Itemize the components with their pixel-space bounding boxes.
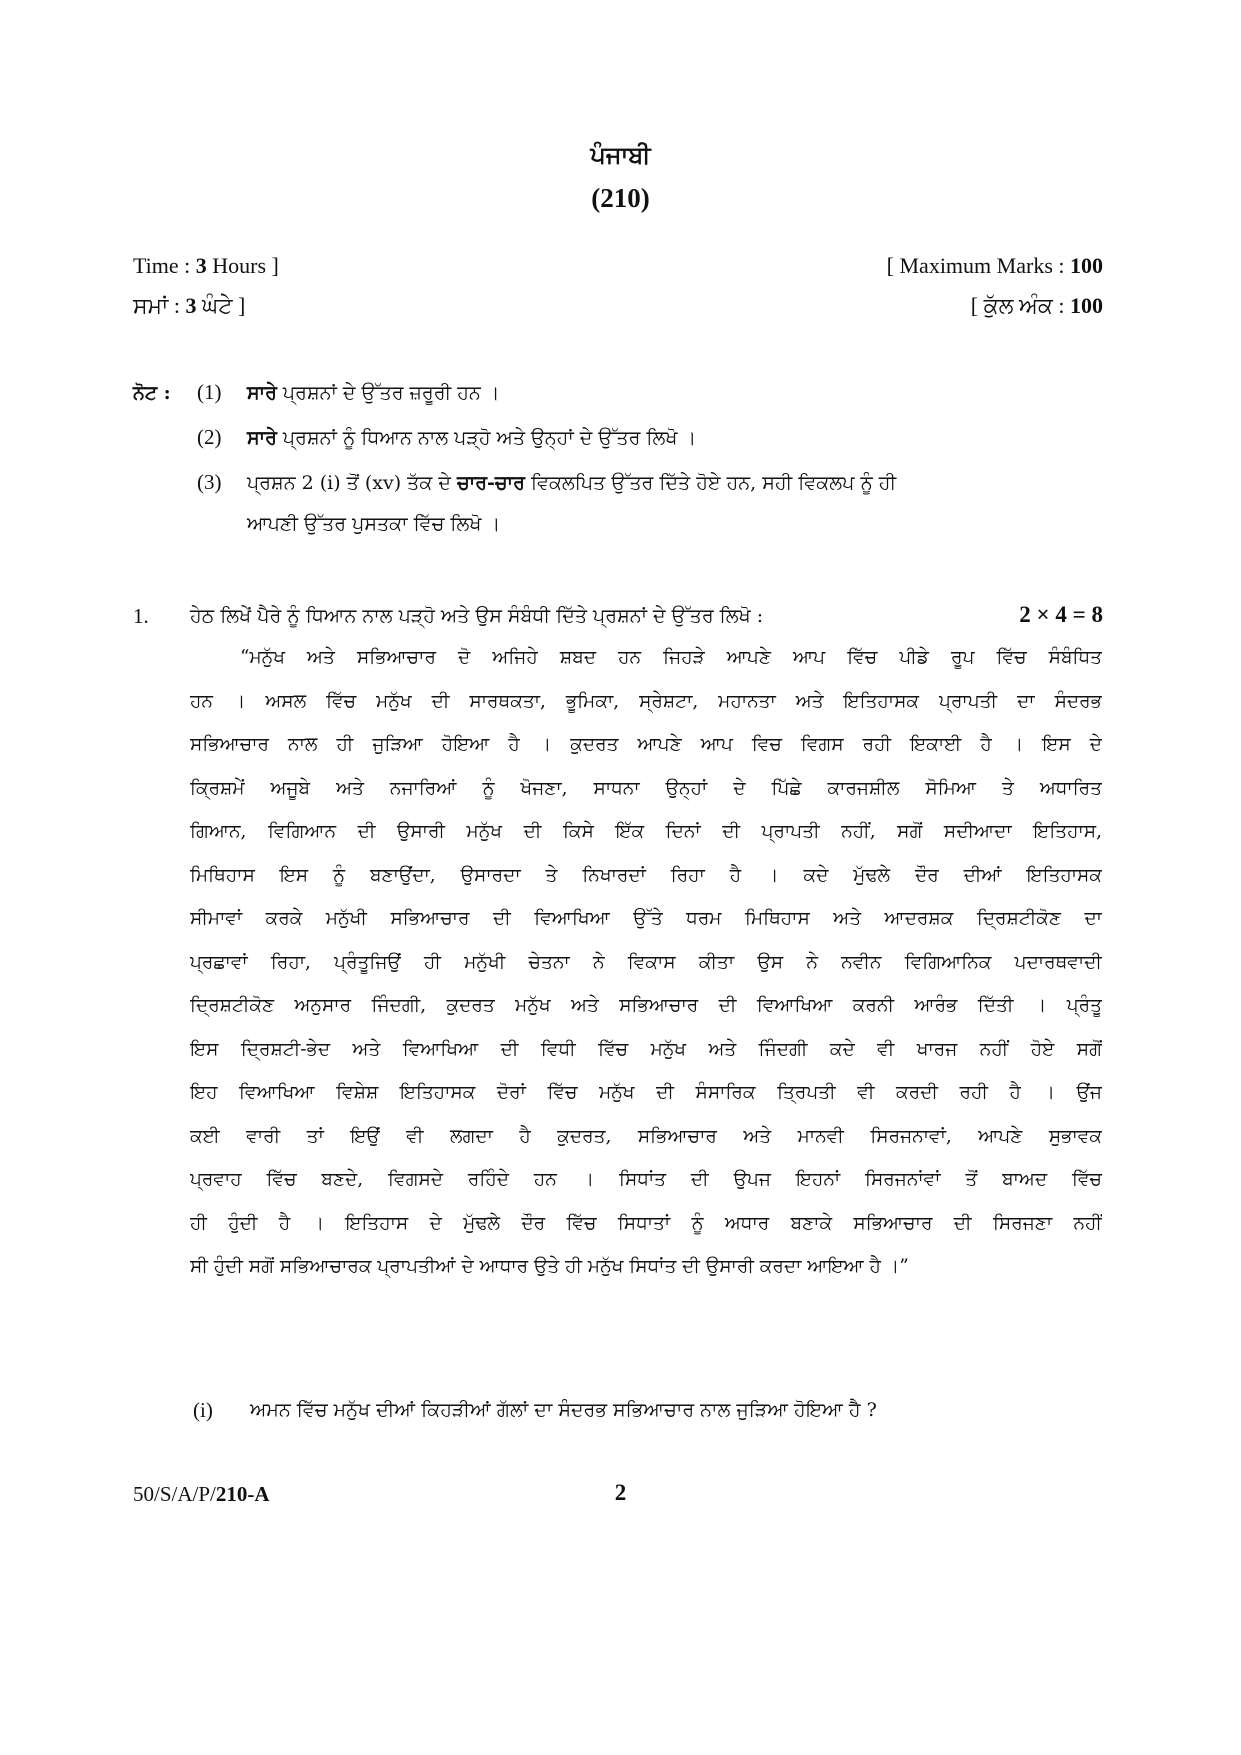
passage-line: ਗਿਆਨ, ਵਿਗਿਆਨ ਦੀ ਉਸਾਰੀ ਮਨੁੱਖ ਦੀ ਕਿਸੇ ਇੱਕ ਦਿਨਾਂ ਦੀ ਪ੍ਰਾਪਤੀ ਨਹੀਂ, ਸਗੋਂ ਸਦੀਆਦਾ ਇਤਿਹਾਸ,	[190, 821, 1102, 842]
passage	[190, 636, 1102, 1289]
note-text: ਸਾਰੇ ਪ੍ਰਸ਼ਨਾਂ ਦੇ ਉੱਤਰ ਜ਼ਰੂਰੀ ਹਨ ।	[247, 382, 500, 404]
passage-line: ਸੀਮਾਵਾਂ ਕਰਕੇ ਮਨੁੱਖੀ ਸਭਿਆਚਾਰ ਦੀ ਵਿਆਖਿਆ ਉੱਤੇ ਧਰਮ ਮਿਥਿਹਾਸ ਅਤੇ ਆਦਰਸ਼ਕ ਦ੍ਰਿਸ਼ਟੀਕੋਣ ਦਾ	[190, 908, 1102, 929]
passage-line: ਇਹ ਵਿਆਖਿਆ ਵਿਸ਼ੇਸ਼ ਇਤਿਹਾਸਕ ਦੋਰਾਂ ਵਿੱਚ ਮਨੁੱਖ ਦੀ ਸੰਸਾਰਿਕ ਤ੍ਰਿਪਤੀ ਵੀ ਕਰਦੀ ਰਹੀ ਹੈ । ਉਂਜ	[190, 1082, 1102, 1103]
max-marks-english: [ Maximum Marks : 100	[886, 253, 1103, 278]
passage-line: ਮਿਥਿਹਾਸ ਇਸ ਨੂੰ ਬਣਾਉਂਦਾ, ਉਸਾਰਦਾ ਤੇ ਨਿਖਾਰਦਾਂ ਰਿਹਾ ਹੈ । ਕਦੇ ਮੁੱਢਲੇ ਦੌਰ ਦੀਆਂ ਇਤਿਹਾਸਕ	[190, 864, 1102, 886]
passage-line: ਕਈ ਵਾਰੀ ਤਾਂ ਇਉਂ ਵੀ ਲਗਦਾ ਹੈ ਕੁਦਰਤ, ਸਭਿਆਚਾਰ ਅਤੇ ਮਾਨਵੀ ਸਿਰਜਨਾਵਾਂ, ਆਪਣੇ ਸੁਭਾਵਕ	[190, 1125, 1102, 1147]
passage-line: ਸਭਿਆਚਾਰ ਨਾਲ ਹੀ ਜੁੜਿਆ ਹੋਇਆ ਹੈ । ਕੁਦਰਤ ਆਪਣੇ ਆਪ ਵਿਚ ਵਿਗਸ ਰਹੀ ਇਕਾਈ ਹੈ । ਇਸ ਦੇ	[190, 734, 1102, 755]
note-number: (1)	[197, 380, 222, 404]
passage-line: “ਮਨੁੱਖ ਅਤੇ ਸਭਿਆਚਾਰ ਦੋ ਅਜਿਹੇ ਸ਼ਬਦ ਹਨ ਜਿਹੜੇ ਆਪਣੇ ਆਪ ਵਿੱਚ ਪੀਡੇ ਰੂਪ ਵਿੱਚ ਸੰਬੰਧਿਤ	[240, 647, 1102, 668]
sub-question-number: (i)	[193, 1398, 213, 1422]
passage-line: ਸੀ ਹੁੰਦੀ ਸਗੋਂ ਸਭਿਆਚਾਰਕ ਪ੍ਰਾਪਤੀਆਂ ਦੇ ਆਧਾਰ ਉਤੇ ਹੀ ਮਨੁੱਖ ਸਿਧਾਂਤ ਦੀ ਉਸਾਰੀ ਕਰਦਾ ਆਇਆ ਹੈ ।”	[190, 1256, 909, 1277]
time-punjabi: ਸਮਾਂ : 3 ਘੰਟੇ ]	[133, 293, 246, 318]
passage-line: ਹੀ ਹੁੰਦੀ ਹੈ । ਇਤਿਹਾਸ ਦੇ ਮੁੱਢਲੇ ਦੌਰ ਵਿੱਚ ਸਿਧਾਤਾਂ ਨੂੰ ਅਧਾਰ ਬਣਾਕੇ ਸਭਿਆਚਾਰ ਦੀ ਸਿਰਜਣਾ ਨਹੀਂ	[190, 1212, 1102, 1234]
exam-subject-title: ਪੰਜਾਬੀ	[590, 140, 651, 169]
passage-line: ਹਨ । ਅਸਲ ਵਿੱਚ ਮਨੁੱਖ ਦੀ ਸਾਰਥਕਤਾ, ਭੂਮਿਕਾ, ਸ੍ਰੇਸ਼ਟਾ, ਮਹਾਨਤਾ ਅਤੇ ਇਤਿਹਾਸਕ ਪ੍ਰਾਪਤੀ ਦਾ ਸੰਦਰਭ	[190, 690, 1102, 712]
page-number: 2	[614, 1480, 627, 1505]
passage-line: ਪ੍ਰਛਾਵਾਂ ਰਿਹਾ, ਪ੍ਰੰਤੂਜਿਉਂ ਹੀ ਮਨੁੱਖੀ ਚੇਤਨਾ ਨੇ ਵਿਕਾਸ ਕੀਤਾ ਉਸ ਨੇ ਨਵੀਨ ਵਿਗਿਆਨਿਕ ਪਦਾਰਥਵਾਦੀ	[190, 951, 1102, 973]
note-item-3-continued: ਆਪਣੀ ਉੱਤਰ ਪੁਸਤਕਾ ਵਿੱਚ ਲਿਖੋ ।	[247, 513, 501, 535]
note-item-1	[133, 380, 1113, 405]
note-item-2	[133, 425, 1113, 450]
note-label: ਨੋਟ :	[133, 382, 171, 404]
note-number: (3)	[197, 470, 222, 494]
question-text: ਹੇਠ ਲਿਖੇਂ ਪੈਰੇ ਨੂੰ ਧਿਆਨ ਨਾਲ ਪੜ੍ਹੋ ਅਤੇ ਉਸ ਸੰਬੰਧੀ ਦਿੱਤੇ ਪ੍ਰਸ਼ਨਾਂ ਦੇ ਉੱਤਰ ਲਿਖੋ :	[190, 605, 764, 627]
exam-subject-code: (210)	[591, 183, 650, 213]
question-marks: 2 × 4 = 8	[1019, 602, 1103, 627]
note-number: (2)	[197, 425, 222, 449]
max-marks-punjabi: [ ਕੁੱਲ ਅੰਕ : 100	[970, 293, 1103, 318]
passage-line: ਪ੍ਰਵਾਹ ਵਿੱਚ ਬਣਦੇ, ਵਿਗਸਦੇ ਰਹਿੰਦੇ ਹਨ । ਸਿਧਾਂਤ ਦੀ ਉਪਜ ਇਹਨਾਂ ਸਿਰਜਨਾਂਵਾਂ ਤੋਂ ਬਾਅਦ ਵਿੱਚ	[190, 1169, 1102, 1190]
time-english: Time : 3 Hours ]	[133, 253, 279, 278]
note-text: ਪ੍ਰਸ਼ਨ 2 (i) ਤੋਂ (xv) ਤੱਕ ਦੇ ਚਾਰ-ਚਾਰ ਵਿਕਲਪਿਤ ਉੱਤਰ ਦਿੱਤੇ ਹੋਏ ਹਨ, ਸਹੀ ਵਿਕਲਪ ਨੂੰ ਹੀ	[247, 472, 897, 494]
question-number: 1.	[133, 604, 149, 628]
passage-line: ਇਸ ਦ੍ਰਿਸ਼ਟੀ-ਭੇਦ ਅਤੇ ਵਿਆਖਿਆ ਦੀ ਵਿਧੀ ਵਿੱਚ ਮਨੁੱਖ ਅਤੇ ਜਿੰਦਗੀ ਕਦੇ ਵੀ ਖਾਰਜ ਨਹੀਂ ਹੋਏ ਸਗੋਂ	[190, 1038, 1102, 1060]
passage-line: ਕ੍ਰਿਸ਼ਮੇਂ ਅਜੂਬੇ ਅਤੇ ਨਜਾਰਿਆਂ ਨੂੰ ਖੋਜਣਾ, ਸਾਧਨਾ ਉਨ੍ਹਾਂ ਦੇ ਪਿੱਛੇ ਕਾਰਜਸ਼ੀਲ ਸੋਮਿਆ ਤੇ ਅਧਾਰਿਤ	[190, 777, 1102, 799]
paper-code-text: 50/S/A/P/210-A	[133, 1482, 270, 1506]
passage-line: ਦ੍ਰਿਸ਼ਟੀਕੋਣ ਅਨੁਸਾਰ ਜਿੰਦਗੀ, ਕੁਦਰਤ ਮਨੁੱਖ ਅਤੇ ਸਭਿਆਚਾਰ ਦੀ ਵਿਆਖਿਆ ਕਰਨੀ ਆਰੰਭ ਦਿੱਤੀ । ਪ੍ਰੰਤੂ	[190, 995, 1102, 1016]
sub-question-text: ਅਮਨ ਵਿੱਚ ਮਨੁੱਖ ਦੀਆਂ ਕਿਹੜੀਆਂ ਗੱਲਾਂ ਦਾ ਸੰਦਰਭ ਸਭਿਆਚਾਰ ਨਾਲ ਜੁੜਿਆ ਹੋਇਆ ਹੈ ?	[250, 1399, 877, 1421]
note-text: ਸਾਰੇ ਪ੍ਰਸ਼ਨਾਂ ਨੂੰ ਧਿਆਨ ਨਾਲ ਪੜ੍ਹੋ ਅਤੇ ਉਨ੍ਹਾਂ ਦੇ ਉੱਤਰ ਲਿਖੋ ।	[247, 427, 697, 449]
note-item-3	[133, 470, 1113, 495]
